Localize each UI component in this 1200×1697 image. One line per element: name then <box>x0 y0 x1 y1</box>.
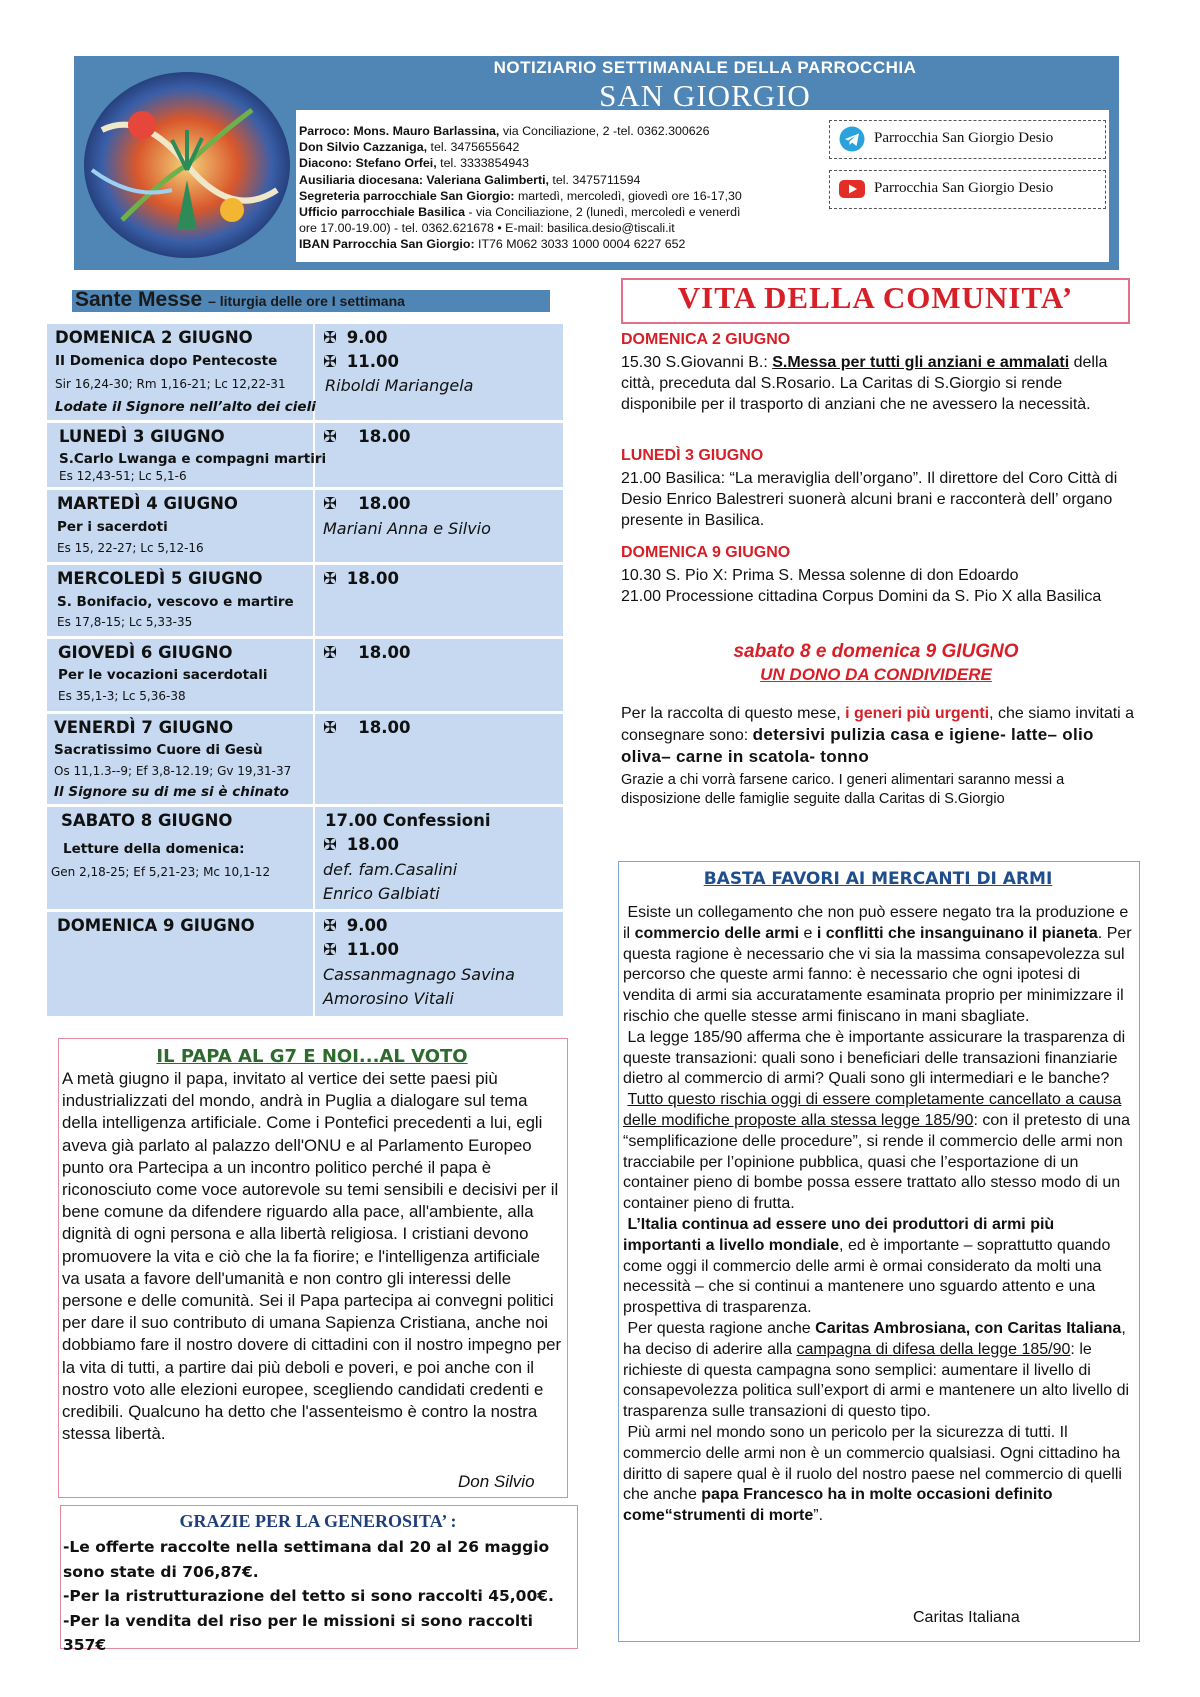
mass-feast: Sacratissimo Cuore di Gesù <box>54 742 263 758</box>
cross-icon: ✠ <box>323 494 337 513</box>
event-text: 21.00 Processione cittadina Corpus Domini da S. Pio X alla Basilica <box>621 588 1102 605</box>
mass-time: ✠ 18.00 <box>323 835 399 854</box>
mass-day: SABATO 8 GIUGNO <box>61 811 233 830</box>
masses-title: Sante Messe – liturgia delle ore I settimana <box>75 288 405 311</box>
mass-reading: Es 15, 22-27; Lc 5,12-16 <box>57 541 204 555</box>
mass-row <box>47 565 563 636</box>
contact-line: Ufficio parrocchiale Basilica - via Conciliazione, 2 (lunedì, mercoledì e venerdì <box>299 205 741 220</box>
pope-article-title: IL PAPA AL G7 E NOI...AL VOTO <box>156 1046 468 1067</box>
collection-dates: sabato 8 e domenica 9 GIUGNO <box>733 641 1019 662</box>
mass-reading: Es 12,43-51; Lc 5,1-6 <box>59 469 187 483</box>
mass-intention: Riboldi Mariangela <box>325 376 474 395</box>
mass-row <box>47 423 563 487</box>
event-text: 10.30 S. Pio X: Prima S. Messa solenne di don Edoardo <box>621 567 1019 584</box>
pope-article-body: A metà giugno il papa, invitato al vertice dei sette paesi più industrializzati del mondo, andrà in Puglia a dialogare sul tema della intelligenza artificiale. Come i Pontefici precedenti a lui, egli aveva già parlato al palazzo dell'ONU e al Parlamento Europeo punto ora Partecipa a un incontro politico perché il papa è riconosciuto come voce autorevole su temi sensibili e decisivi per il bene comune da difendere riguardo alla pace, all'ambiente, alla dignità di ogni persona e alla libertà religiosa. I cristiani devono promuovere la vita e ciò che la fa fiorire; e l'intelligenza artificiale va usata a favore dell'umanità e non contro gli interessi delle persone e delle comunità. Sei il Papa partecipa ai convegni politici per dare il suo contributo di umana Sapienza Cristiana, anche noi dobbiamo fare il nostro dovere di cittadini con il nostro impegno per la vita di tutti, a partire dai più deboli e poveri, e poi anche con il nostro voto alle elezioni europee, scegliendo candidati credenti e credibili. Qualcuno ha detto che l'assenteismo è contro la nostra stessa libertà. <box>62 1069 562 1444</box>
mass-intention: Enrico Galbiati <box>323 884 440 903</box>
event-text: 15.30 S.Giovanni B.: S.Messa per tutti gli anziani e ammalati della città, preceduta dal S.Rosario. La Caritas di S.Giorgio si rende disponibile per il trasporto di anziani che ne avessero la necessità. <box>621 354 1108 413</box>
mass-time: ✠ 18.00 <box>323 494 411 513</box>
mass-row <box>47 490 563 562</box>
cross-icon: ✠ <box>323 916 337 935</box>
arms-article-body: Esiste un collegamento che non può essere negato tra la produzione e il commercio delle armi e i conflitti che insanguinano il pianeta. Per questa ragione è necessario che vi sia la massima consapevolezza sul percorso che queste armi fanno: è necessario che ogni ipotesi di vendita di armi sia accuratamente esaminata proprio per minimizzare il rischio che quelle stesse armi finiscano in mani sbagliate. La legge 185/90 afferma che è importante assicurare la trasparenza di queste transazioni: quali sono i beneficiari delle transazioni finanziarie dietro al commercio di armi? Quali sono gli intermediari e le banche? Tutto questo rischia oggi di essere completamente cancellato a causa delle modifiche proposte alla stessa legge 185/90: con il pretesto di una “semplificazione delle procedure”, si rende il commercio delle armi non tracciabile per l’opinione pubblica, quasi che l’esportazione di un container pieno di bombe possa essere trattato allo stesso modo di un container pieno di frutta. L’Italia continua ad essere uno dei produttori di armi più importanti a livello mondiale, ed è importante – soprattutto quando come oggi il commercio delle armi è ormai considerato da molti una necessità – che si continui a mantenere uno sguardo attento e una prospettiva di trasparenza. Per questa ragione anche Caritas Ambrosiana, con Caritas Italiana, ha deciso di aderire alla campagna di difesa della legge 185/90: le richieste di questa campagna sono semplici: aumentare il livello di consapevolezza politica sull’export di armi e mantenere un alto livello di trasparenza sulle transazioni di questo tipo. Più armi nel mondo sono un pericolo per la sicurezza di tutti. Il commercio delle armi non è un commercio qualsiasi. Ogni cittadino ha diritto di sapere qual è il ruolo del nostro paese nel commercio di quelli che anche papa Francesco ha in molte occasioni definito come“strumenti di morte”. <box>623 904 1132 1525</box>
collection-text: Per la raccolta di questo mese, i generi più urgenti, che siamo invitati a consegnare sono: detersivi pulizia casa e igiene- latte– olio oliva– carne in scatola- tonno <box>621 705 1135 766</box>
mass-time: ✠ 18.00 <box>323 569 399 588</box>
mass-feast: S.Carlo Lwanga e compagni martiri <box>59 451 327 467</box>
mass-time: ✠ 9.00 <box>323 328 388 347</box>
mass-reading: Gen 2,18-25; Ef 5,21-23; Mc 10,1-12 <box>51 865 271 879</box>
mass-day: VENERDÌ 7 GIUGNO <box>54 718 234 737</box>
event-date: DOMENICA 9 GIUGNO <box>621 544 791 561</box>
mass-time: ✠ 18.00 <box>323 427 411 446</box>
cross-icon: ✠ <box>323 352 337 371</box>
mass-reading: Os 11,1.3--9; Ef 3,8-12.19; Gv 19,31-37 <box>54 764 292 778</box>
event-date: DOMENICA 2 GIUGNO <box>621 331 791 348</box>
generosity-list <box>63 1535 573 1658</box>
contact-line: Diacono: Stefano Orfei, tel. 3333854943 <box>299 156 530 171</box>
newsletter-kicker: NOTIZIARIO SETTIMANALE DELLA PARROCCHIA <box>493 58 917 77</box>
vita-title: VITA DELLA COMUNITA’ <box>677 280 1074 315</box>
mass-feast: Letture della domenica: <box>63 841 245 857</box>
event-date: LUNEDÌ 3 GIUGNO <box>621 447 764 464</box>
mass-reading: Es 35,1-3; Lc 5,36-38 <box>58 689 186 703</box>
event-text: 21.00 Basilica: “La meraviglia dell’organo”. Il direttore del Coro Città di Desio Enrico Balestreri suonerà alcuni brani e racconterà dell’ organo presente in Basilica. <box>621 470 1118 529</box>
mass-intention: def. fam.Casalini <box>323 860 458 879</box>
cross-icon: ✠ <box>323 835 337 854</box>
stained-glass-window-image <box>82 70 292 260</box>
mass-antiphon: Lodate il Signore nell’alto dei cieli <box>55 399 316 415</box>
contact-line: Parroco: Mons. Mauro Barlassina, via Conciliazione, 2 -tel. 0362.300626 <box>299 124 710 138</box>
generosity-title: GRAZIE PER LA GENEROSITA’ : <box>179 1511 457 1531</box>
mass-row <box>47 324 563 420</box>
arms-article-title: BASTA FAVORI AI MERCANTI DI ARMI <box>703 869 1053 889</box>
cross-icon: ✠ <box>323 718 337 737</box>
cross-icon: ✠ <box>323 569 337 588</box>
mass-time: ✠ 9.00 <box>323 916 388 935</box>
generosity-line: -Per la ristrutturazione del tetto si sono raccolti 45,00€. <box>63 1587 554 1605</box>
mass-day: DOMENICA 2 GIUGNO <box>55 328 253 347</box>
contact-line: Segreteria parrocchiale San Giorgio: martedì, mercoledì, giovedì ore 16-17,30 <box>299 188 742 203</box>
generosity-line: -Le offerte raccolte nella settimana dal 20 al 26 maggio sono state di 706,87€. <box>63 1538 550 1581</box>
telegram-link[interactable] <box>829 120 1106 159</box>
mass-day: MARTEDÌ 4 GIUGNO <box>57 494 238 513</box>
mass-row <box>47 912 563 1016</box>
youtube-link[interactable] <box>829 170 1106 209</box>
mass-antiphon: Il Signore su di me si è chinato <box>54 784 289 800</box>
mass-time: ✠ 18.00 <box>323 718 411 737</box>
contact-line: Ausiliaria diocesana: Valeriana Galimberti, tel. 3475711594 <box>299 172 641 187</box>
confessions-time: 17.00 Confessioni <box>325 811 491 830</box>
mass-day: LUNEDÌ 3 GIUGNO <box>59 427 225 446</box>
youtube-label: Parrocchia San Giorgio Desio <box>874 180 1054 196</box>
mass-time: ✠ 11.00 <box>323 352 399 371</box>
mass-intention: Mariani Anna e Silvio <box>323 519 491 538</box>
mass-day: GIOVEDÌ 6 GIUGNO <box>58 643 233 662</box>
cross-icon: ✠ <box>323 940 337 959</box>
collection-title: UN DONO DA CONDIVIDERE <box>760 665 992 684</box>
contact-line: Don Silvio Cazzaniga, tel. 3475655642 <box>299 140 520 155</box>
mass-reading: Sir 16,24-30; Rm 1,16-21; Lc 12,22-31 <box>55 377 286 391</box>
parish-title: SAN GIORGIO <box>599 78 811 113</box>
mass-day: DOMENICA 9 GIUGNO <box>57 916 255 935</box>
telegram-icon <box>838 126 866 152</box>
contact-line: ore 17.00-19.00) - tel. 0362.621678 • E-mail: basilica.desio@tiscali.it <box>299 221 675 236</box>
pope-article-signature: Don Silvio <box>458 1472 535 1491</box>
collection-thanks: Grazie a chi vorrà farsene carico. I generi alimentari saranno messi a disposizione delle famiglie seguite dalla Caritas di S.Giorgio <box>621 772 1065 807</box>
contact-line: IBAN Parrocchia San Giorgio: IT76 M062 3033 1000 0004 6227 652 <box>299 237 686 252</box>
mass-feast: Per le vocazioni sacerdotali <box>58 667 268 683</box>
mass-row <box>47 807 563 909</box>
mass-intention: Cassanmagnago Savina <box>323 965 515 984</box>
mass-feast: S. Bonifacio, vescovo e martire <box>57 594 294 610</box>
contacts-block <box>299 123 819 253</box>
mass-intention: Amorosino Vitali <box>323 989 454 1008</box>
mass-feast: Per i sacerdoti <box>57 519 168 535</box>
mass-day: MERCOLEDÌ 5 GIUGNO <box>57 569 263 588</box>
cross-icon: ✠ <box>323 328 337 347</box>
mass-row <box>47 714 563 804</box>
mass-time: ✠ 11.00 <box>323 940 399 959</box>
generosity-line: -Per la vendita del riso per le missioni si sono raccolti 357€ <box>63 1611 533 1654</box>
cross-icon: ✠ <box>323 643 337 662</box>
mass-row <box>47 639 563 711</box>
arms-article-signature: Caritas Italiana <box>913 1609 1020 1626</box>
mass-feast: II Domenica dopo Pentecoste <box>55 353 278 369</box>
cross-icon: ✠ <box>323 427 337 446</box>
youtube-icon <box>838 176 866 202</box>
mass-time: ✠ 18.00 <box>323 643 411 662</box>
telegram-label: Parrocchia San Giorgio Desio <box>874 130 1054 146</box>
mass-reading: Es 17,8-15; Lc 5,33-35 <box>57 615 193 629</box>
